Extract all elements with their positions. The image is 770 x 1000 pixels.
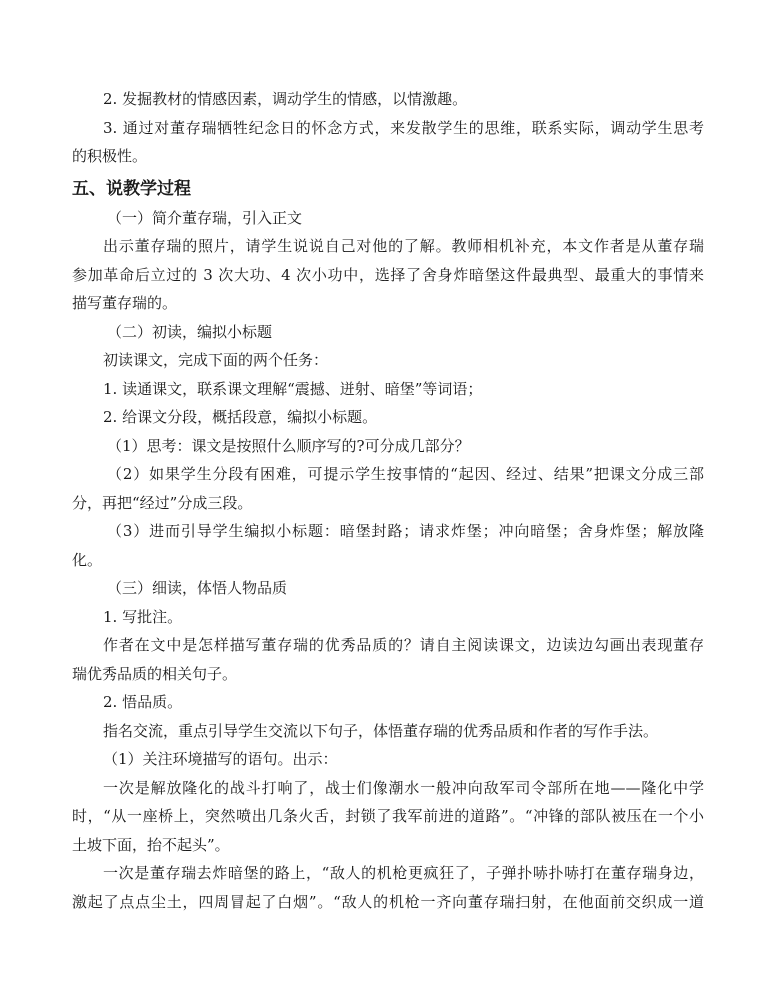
paragraph-line: 的积极性。 xyxy=(72,147,148,165)
paragraph-line: 指名交流，重点引导学生交流以下句子，体悟董存瑞的优秀品质和作者的写作手法。 xyxy=(103,722,659,740)
subsection-heading: （一）简介董存瑞，引入正文 xyxy=(107,209,303,227)
paragraph-line: 分，再把“经过”分成三段。 xyxy=(72,494,253,512)
paragraph-line: （1）思考：课文是按照什么顺序写的?可分成几部分？ xyxy=(107,437,470,455)
paragraph-line: 2. 发掘教材的情感因素，调动学生的情感，以情激趣。 xyxy=(103,90,468,108)
paragraph-line: 1. 写批注。 xyxy=(103,608,183,626)
paragraph-line: （3）进而引导学生编拟小标题：暗堡封路；请求炸堡；冲向暗堡；舍身炸堡；解放隆 xyxy=(107,522,704,540)
paragraph-line: 3. 通过对董存瑞牺牲纪念日的怀念方式，来发散学生的思维，联系实际，调动学生思考 xyxy=(103,119,704,137)
paragraph-line: 瑞优秀品质的相关句子。 xyxy=(72,665,238,683)
paragraph-line: 土坡下面，抬不起头”。 xyxy=(72,836,230,854)
paragraph-line: 时，“从一座桥上，突然喷出几条火舌，封锁了我军前进的道路”。“冲锋的部队被压在一个小 xyxy=(72,807,704,825)
paragraph-line: 2. 给课文分段，概括段意，编拟小标题。 xyxy=(103,408,378,426)
paragraph-line: 作者在文中是怎样描写董存瑞的优秀品质的？请自主阅读课文，边读边勾画出表现董存 xyxy=(103,636,704,654)
section-heading: 五、说教学过程 xyxy=(72,179,191,199)
paragraph-line: 1. 读通课文，联系课文理解“震撼、迸射、暗堡”等词语； xyxy=(103,380,483,398)
paragraph-line: （1）关注环境描写的语句。出示： xyxy=(103,750,338,768)
paragraph-line: 初读课文，完成下面的两个任务： xyxy=(103,351,329,369)
subsection-heading: （二）初读，编拟小标题 xyxy=(107,323,273,341)
paragraph-line: 一次是解放隆化的战斗打响了，战士们像潮水一般冲向敌军司令部所在地——隆化中学 xyxy=(103,779,704,797)
paragraph-line: 出示董存瑞的照片，请学生说说自己对他的了解。教师相机补充，本文作者是从董存瑞 xyxy=(103,237,704,255)
paragraph-line: （2）如果学生分段有困难，可提示学生按事情的“起因、经过、结果”把课文分成三部 xyxy=(107,465,704,483)
paragraph-line: 参加革命后立过的 3 次大功、4 次小功中，选择了舍身炸暗堡这件最典型、最重大的事情来 xyxy=(72,266,704,284)
paragraph-line: 2. 悟品质。 xyxy=(103,693,183,711)
subsection-heading: （三）细读，体悟人物品质 xyxy=(107,579,288,597)
paragraph-line: 化。 xyxy=(72,551,103,569)
paragraph-line: 激起了点点尘土，四周冒起了白烟”。“敌人的机枪一齐向董存瑞扫射，在他面前交织成一道 xyxy=(72,893,704,911)
paragraph-line: 一次是董存瑞去炸暗堡的路上，“敌人的机枪更疯狂了，子弹扑哧扑哧打在董存瑞身边， xyxy=(103,864,704,882)
paragraph-line: 描写董存瑞的。 xyxy=(72,294,178,312)
